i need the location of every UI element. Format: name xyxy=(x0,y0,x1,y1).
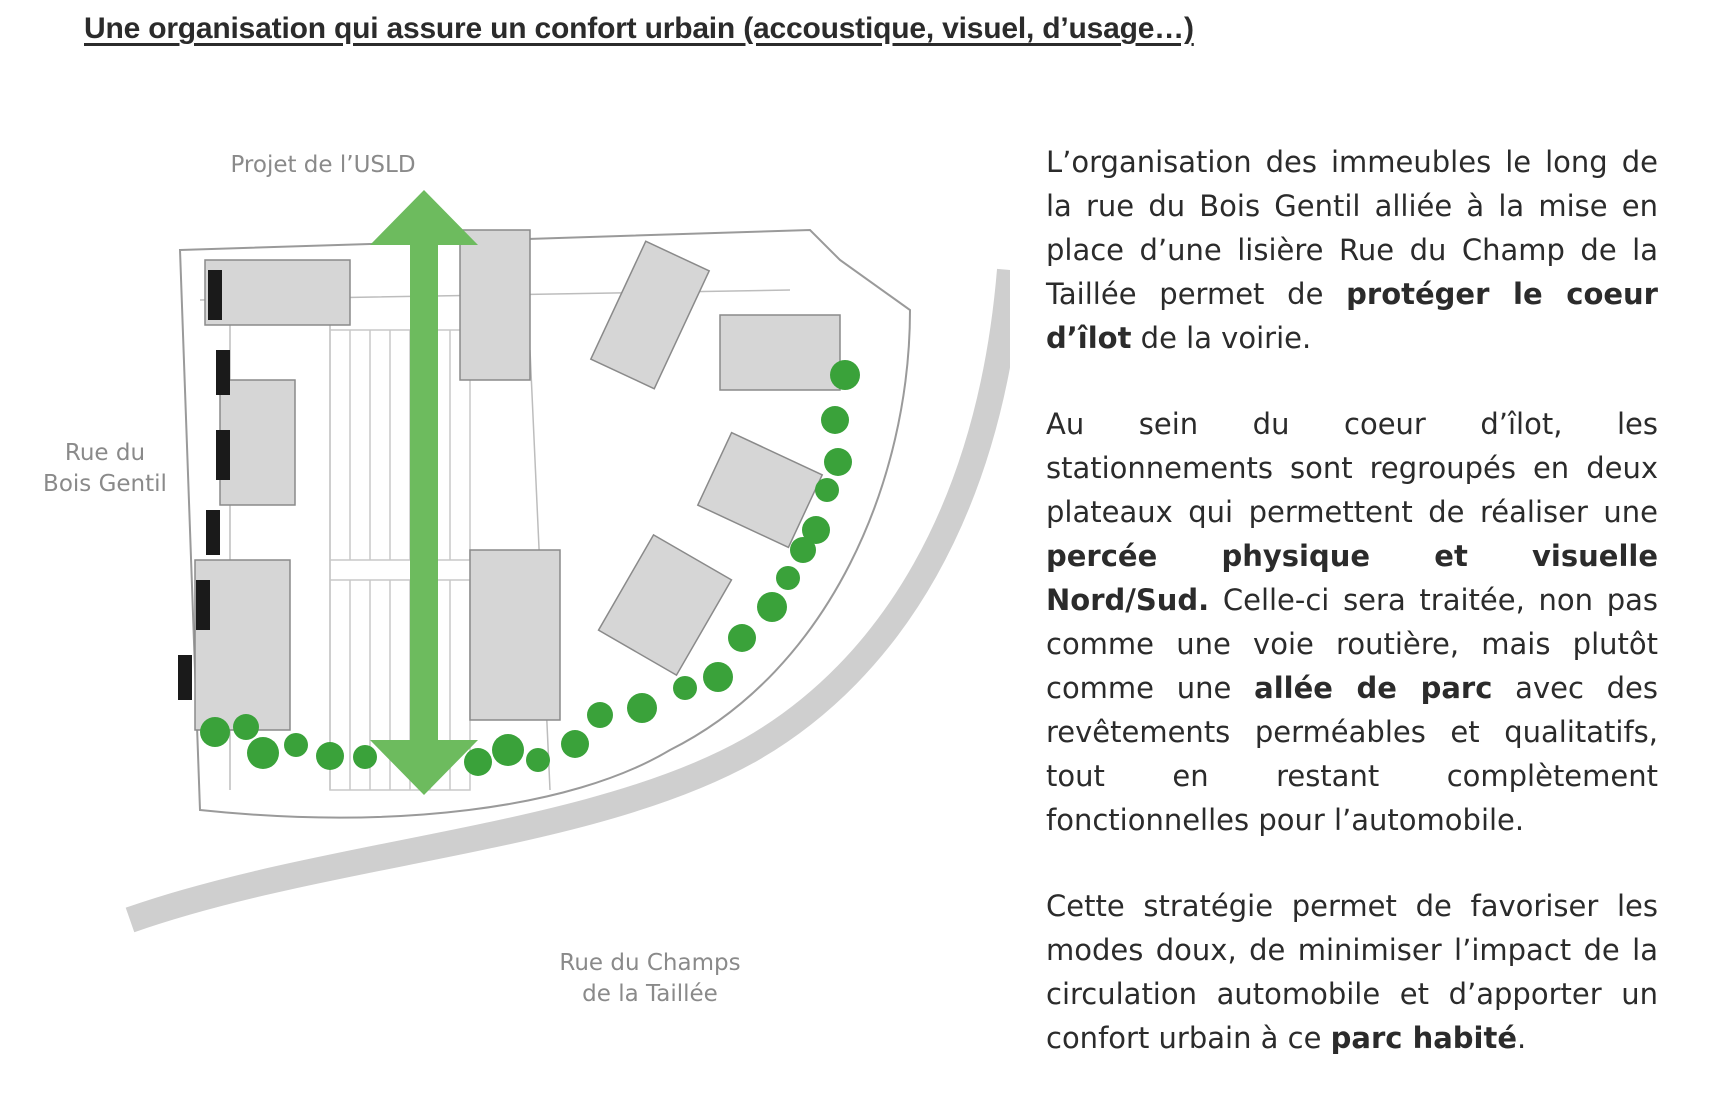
buildings xyxy=(195,230,840,730)
page-heading: Une organisation qui assure un confort urbain (accoustique, visuel, d’usage…) xyxy=(84,12,1194,45)
building xyxy=(205,260,350,325)
parking-area-left xyxy=(330,330,470,790)
label-south xyxy=(535,948,765,1010)
label-west-line: Rue du xyxy=(64,440,146,466)
label-north xyxy=(208,150,438,181)
building xyxy=(599,535,732,675)
building xyxy=(720,315,840,390)
label-west-line: Bois Gentil xyxy=(43,471,167,497)
description-text xyxy=(1046,140,1658,1102)
paragraph: Au sein du coeur d’îlot, les stationnements sont regroupés en deux plateaux qui permettent de réaliser une percée physique et visuelle Nord/Sud. Celle-ci sera traitée, non pas comme une voie routière, mais plutôt comme une allée de parc avec des revêtements perméables et qualitatifs, tout en restant complètement fonctionnelles pour l’automobile. xyxy=(1046,407,1658,837)
label-west xyxy=(30,438,180,500)
paragraph: Cette stratégie permet de favoriser les modes doux, de minimiser l’impact de la circulation automobile et d’apporter un confort urbain à ce parc habité. xyxy=(1046,889,1658,1055)
building xyxy=(220,380,295,505)
site-plan-drawing xyxy=(30,150,1010,1030)
label-south-line: Rue du Champs xyxy=(559,950,741,976)
site-plan xyxy=(30,150,1010,1030)
label-north-text: Projet de l’USLD xyxy=(230,152,416,178)
label-south-line: de la Taillée xyxy=(582,981,718,1007)
paragraph: L’organisation des immeubles le long de la rue du Bois Gentil alliée à la mise en place d’une lisière Rue du Champ de la Taillée permet de protéger le coeur d’îlot de la voirie. xyxy=(1046,145,1658,355)
building xyxy=(470,550,560,720)
building xyxy=(591,241,709,388)
building xyxy=(460,230,530,380)
